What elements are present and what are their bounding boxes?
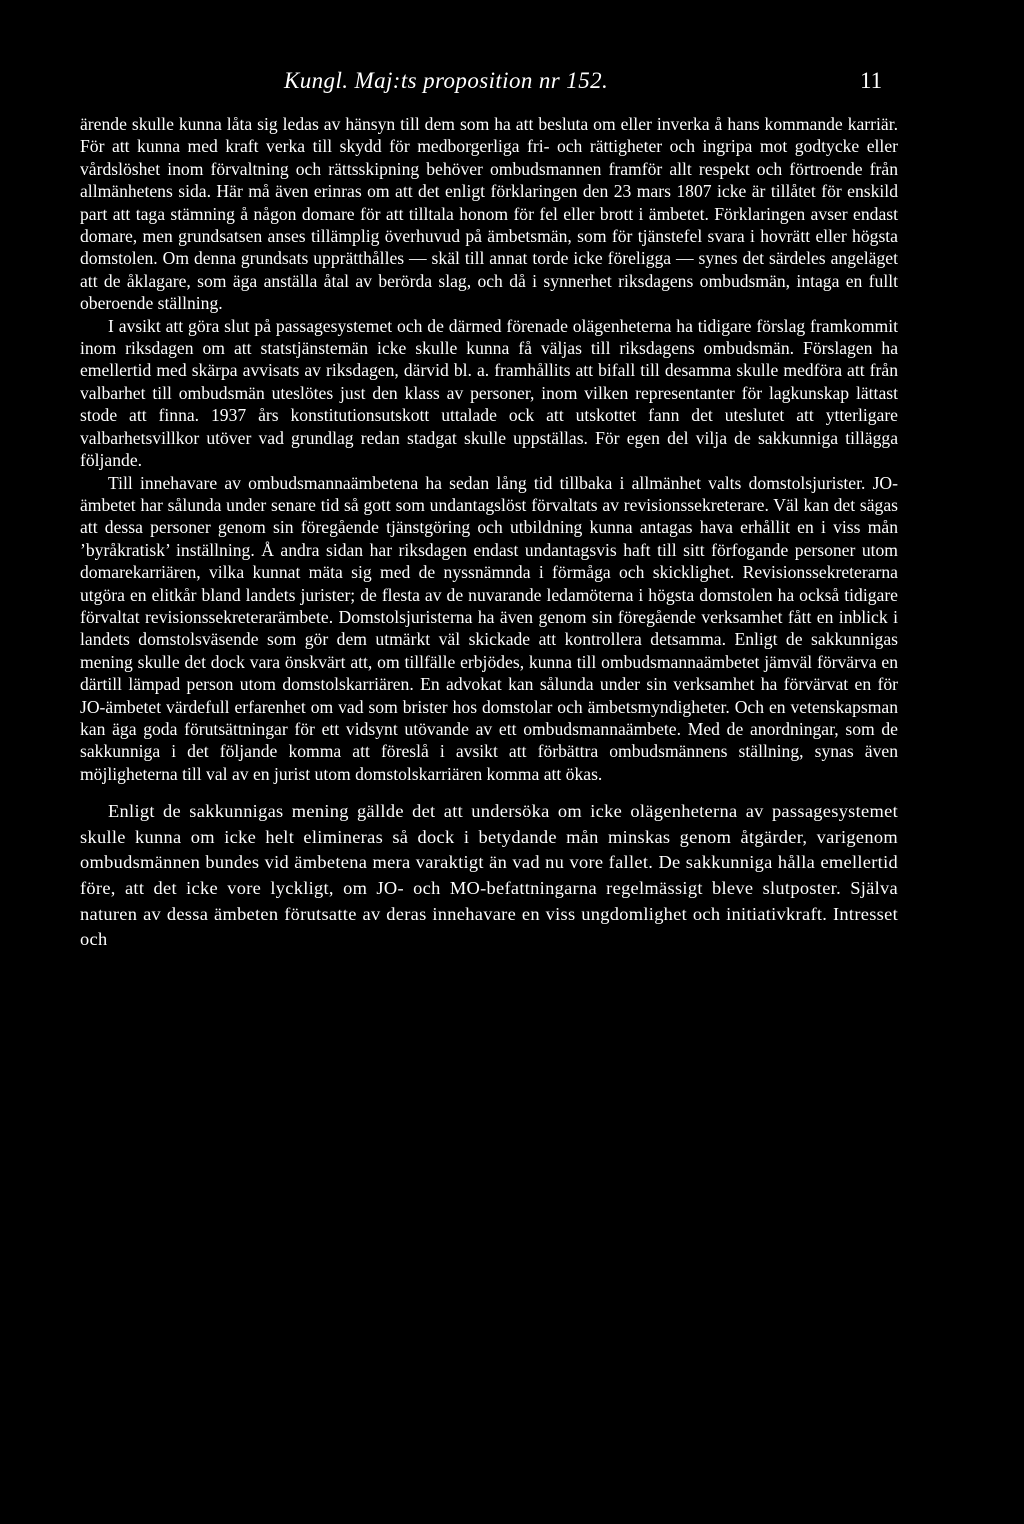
- paragraph: Till innehavare av ombudsmannaämbetena ha sedan lång tid tillbaka i allmänhet valts domstolsjurister. JO-ämbetet har sålunda under senare tid så gott som undantagslöst förvaltats av revisionssekreterare. Väl kan det sägas att dessa personer genom sin föregående tjänstgöring och utbildning kunna antagas hava erhållit en i viss mån ’byråkratisk’ inställning. Å andra sidan har riksdagen endast undantagsvis haft till sitt förfogande personer utom domarekarriären, vilka kunnat mäta sig med de nyssnämnda i förmåga och skicklighet. Revisionssekreterarna utgöra en elitkår bland landets jurister; de flesta av de nuvarande ledamöterna i högsta domstolen ha också tidigare förvaltat revisionssekreterarämbete. Domstolsjuristerna ha även genom sin föregående verksamhet fått en inblick i landets domstolsväsende som gör dem utmärkt väl skickade att kontrollera detsamma. Enligt de sakkunnigas mening skulle det dock vara önskvärt att, om tillfälle erbjödes, kunna till ombudsmannaämbetet jämväl förvärva en därtill lämpad person utom domstolskarriären. En advokat kan sålunda under sin verksamhet ha förvärvat en för JO-ämbetet värdefull erfarenhet om vad som brister hos domstolar och ämbetsmyndigheter. Och en vetenskapsman kan äga goda förutsättningar för ett vidsynt utövande av ett ombudsmannaämbete. Med de anordningar, som de sakkunniga i det följande komma att föreslå i avsikt att förbättra ombudsmännens ställning, synas även möjligheterna till val av en jurist utom domstolskarriären komma att ökas.: [80, 472, 898, 784]
- paragraph: ärende skulle kunna låta sig ledas av hänsyn till dem som ha att besluta om eller inverka å hans kommande karriär. För att kunna med kraft verka till skydd för medborgerliga fri- och rättigheter och ingripa mot godtycke eller vårdslöshet inom förvaltning och rättsskipning behöver ombudsmannen framför allt respekt och förtroende från allmänhetens sida. Här må även erinras om att det enligt förklaringen den 23 mars 1807 icke är tillåtet för enskild part att taga stämning å någon domare för att tilltala honom för fel eller brott i ämbetet. Förklaringen avser endast domare, men grundsatsen anses tillämplig överhuvud på ämbetsmän, som för tjänstefel svara i hovrätt eller högsta domstolen. Om denna grundsats upprätthålles — skäl till annat torde icke föreligga — synes det särdeles angeläget att de åklagare, som äga anställa åtal av berörda slag, och då i synnerhet riksdagens ombudsmän, intaga en fullt oberoende ställning.: [80, 114, 898, 314]
- paragraph: Enligt de sakkunnigas mening gällde det att undersöka om icke olägenheterna av passagesystemet skulle kunna om icke helt elimineras så dock i betydande mån minskas genom åtgärder, varigenom ombudsmännen bundes vid ämbetena mera varaktigt än vad nu vore fallet. De sakkunniga hålla emellertid före, att det icke vore lyckligt, om JO- och MO-befattningarna regelmässigt bleve slutposter. Själva naturen av dessa ämbeten förutsatte av deras innehavare en viss ungdomlighet och initiativkraft. Intresset och: [80, 801, 898, 950]
- body-text: [80, 113, 898, 953]
- paragraph: I avsikt att göra slut på passagesystemet och de därmed förenade olägenheterna ha tidigare förslag framkommit inom riksdagen om att statstjänstemän icke skulle kunna få väljas till riksdagens ombudsmän. Förslagen ha emellertid med skärpa avvisats av riksdagen, därvid bl. a. framhållits att bifall till desamma skulle medföra att från valbarhet till ombudsmän uteslötes just den klass av personer, inom vilken representanter för lagkunskap lättast stode att finna. 1937 års konstitutionsutskott uttalade ock att utskottet fann det uteslutet att ytterligare valbarhetsvillkor utöver vad grundlag redan stadgat skulle uppställas. För egen del vilja de sakkunniga tillägga följande.: [80, 315, 898, 471]
- running-header: [0, 64, 1024, 104]
- page-number: 11: [860, 68, 883, 93]
- running-title: Kungl. Maj:ts proposition nr 152.: [284, 68, 609, 93]
